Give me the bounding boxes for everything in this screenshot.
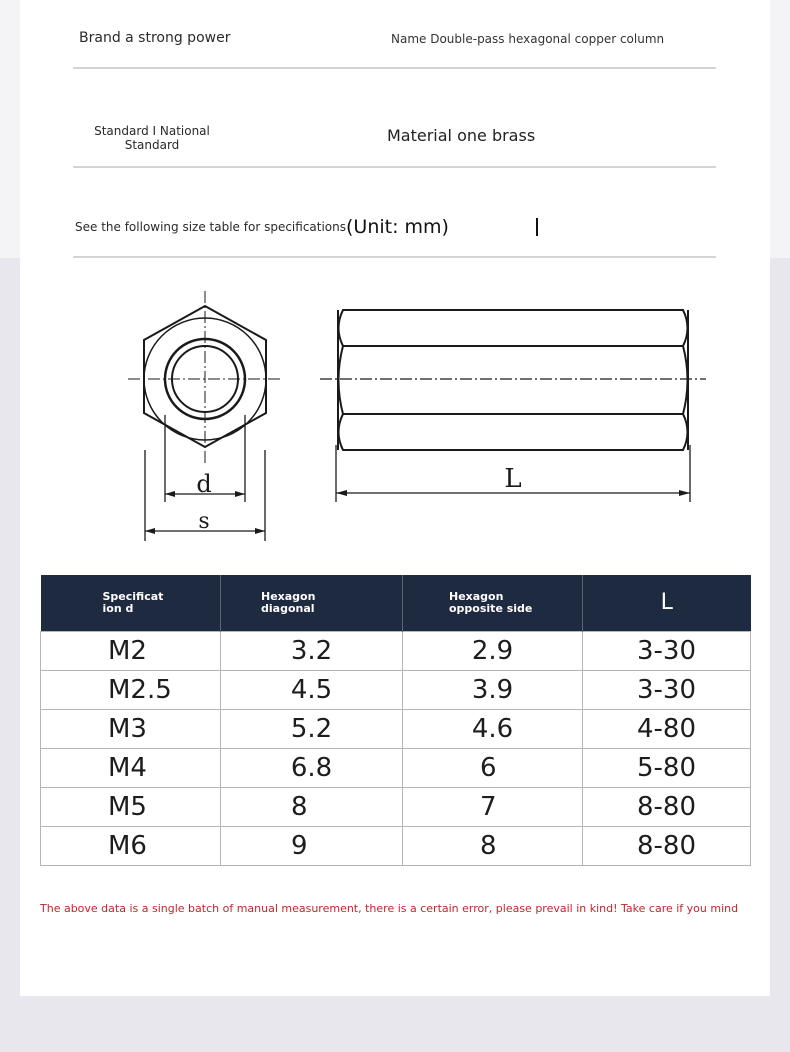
cell-length: 3-30 xyxy=(583,671,751,710)
label-L: L xyxy=(504,464,522,494)
label-d: d xyxy=(196,470,212,498)
cell-length: 8-80 xyxy=(583,827,751,866)
cell-opposite: 4.6 xyxy=(403,710,583,749)
unit-cursor-mark xyxy=(536,218,538,236)
cell-length: 4-80 xyxy=(583,710,751,749)
header-L: L xyxy=(583,575,751,632)
spec-note-label: See the following size table for specifications xyxy=(75,220,347,234)
cell-spec: M4 xyxy=(41,749,221,788)
cell-opposite: 2.9 xyxy=(403,632,583,671)
cell-diagonal: 4.5 xyxy=(221,671,403,710)
cell-length: 5-80 xyxy=(583,749,751,788)
cell-opposite: 6 xyxy=(403,749,583,788)
table-row xyxy=(41,671,751,710)
table-row xyxy=(41,827,751,866)
label-s: s xyxy=(198,509,210,534)
measurement-disclaimer: The above data is a single batch of manual measurement, there is a certain error, please prevail in kind! Take care if you mind xyxy=(40,902,739,915)
cell-opposite: 7 xyxy=(403,788,583,827)
cell-spec: M2.5 xyxy=(41,671,221,710)
divider xyxy=(73,256,716,258)
table-row xyxy=(41,749,751,788)
table-row xyxy=(41,710,751,749)
cell-spec: M5 xyxy=(41,788,221,827)
header-opposite-side: Hexagon opposite side xyxy=(403,575,583,632)
cell-opposite: 8 xyxy=(403,827,583,866)
cell-spec: M2 xyxy=(41,632,221,671)
divider xyxy=(73,166,716,168)
table-row xyxy=(41,632,751,671)
material-label: Material one brass xyxy=(387,126,536,145)
standard-label: Standard I National Standard xyxy=(94,124,210,152)
cell-diagonal: 8 xyxy=(221,788,403,827)
spec-table xyxy=(40,575,751,866)
cell-diagonal: 5.2 xyxy=(221,710,403,749)
technical-drawing xyxy=(100,285,720,550)
cell-diagonal: 3.2 xyxy=(221,632,403,671)
header-spec: Specification d xyxy=(41,575,221,632)
side-view-outline xyxy=(339,310,688,346)
cell-length: 8-80 xyxy=(583,788,751,827)
cell-diagonal: 9 xyxy=(221,827,403,866)
header-diagonal: Hexagon diagonal xyxy=(221,575,403,632)
product-name-label: Name Double-pass hexagonal copper column xyxy=(391,32,665,46)
cell-length: 3-30 xyxy=(583,632,751,671)
table-row xyxy=(41,788,751,827)
brand-label: Brand a strong power xyxy=(79,30,231,46)
divider xyxy=(73,67,716,69)
cell-spec: M3 xyxy=(41,710,221,749)
cell-spec: M6 xyxy=(41,827,221,866)
unit-label: (Unit: mm) xyxy=(346,216,449,238)
cell-opposite: 3.9 xyxy=(403,671,583,710)
table-header-row xyxy=(41,575,751,632)
cell-diagonal: 6.8 xyxy=(221,749,403,788)
